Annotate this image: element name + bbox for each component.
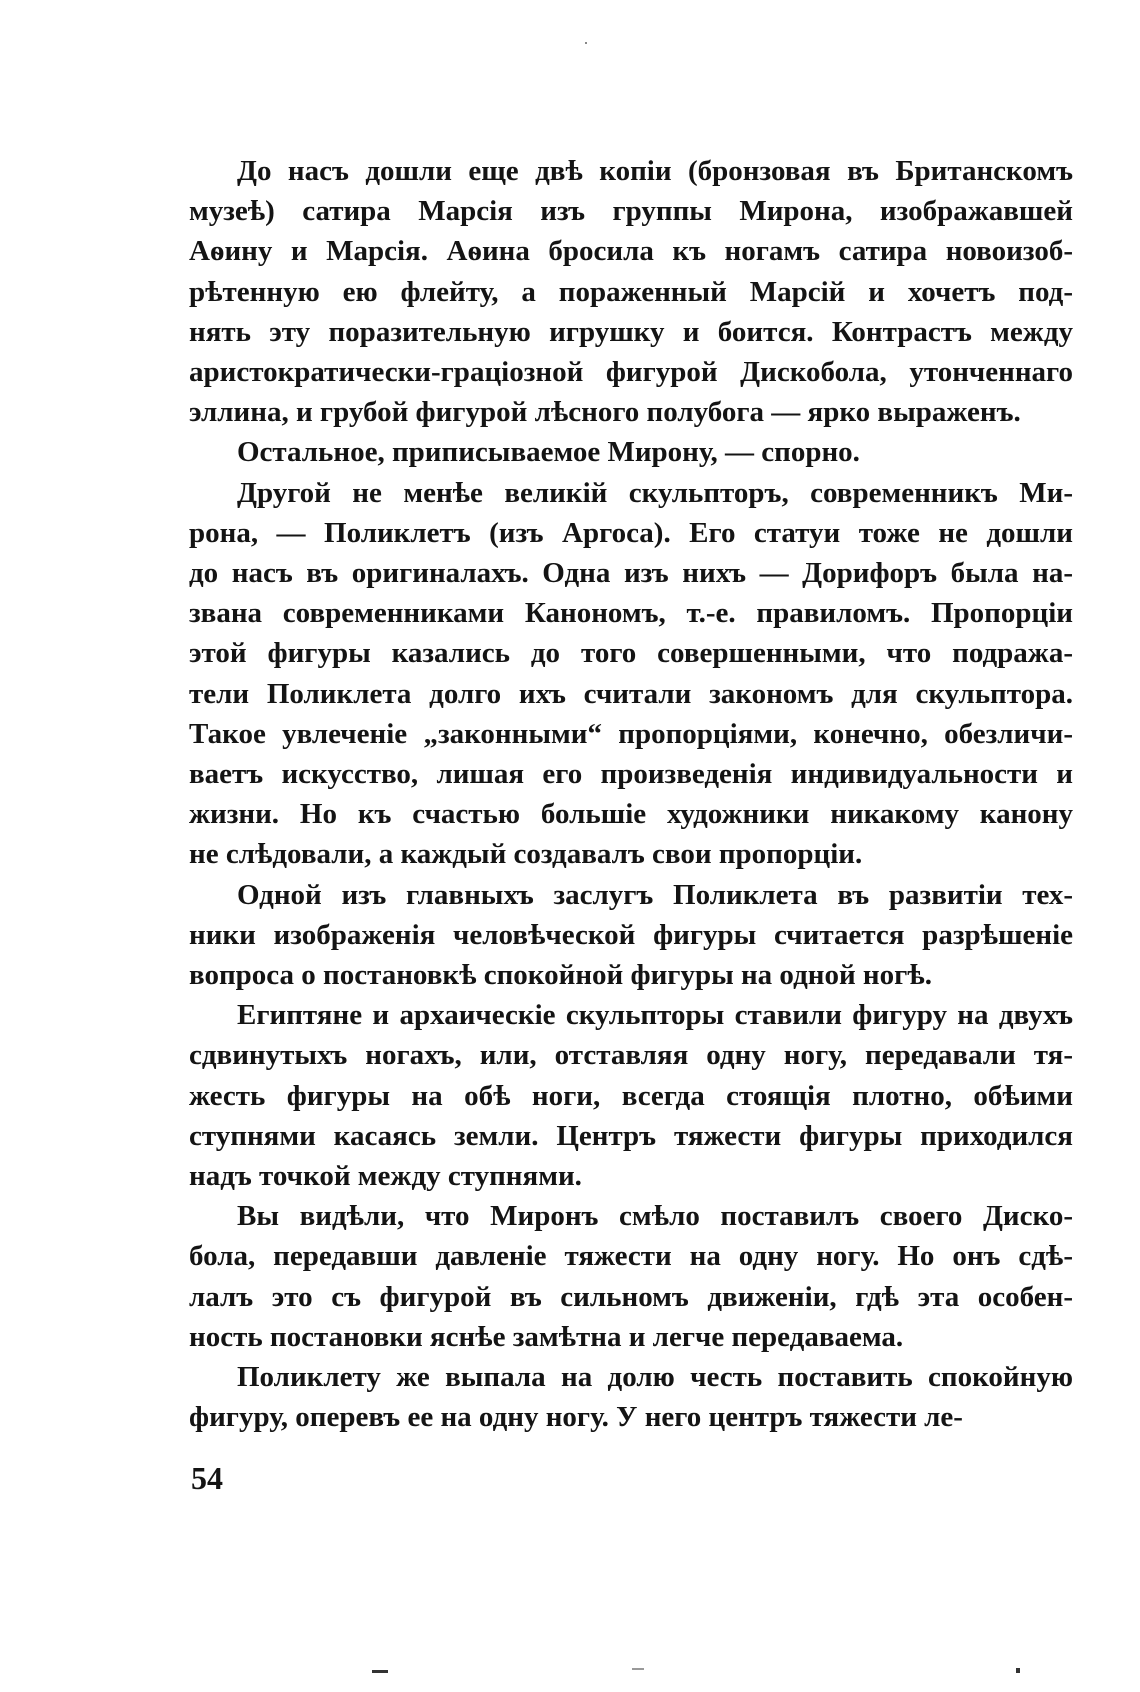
text-line: надъ точкой между ступнями.: [189, 1160, 582, 1193]
text-line: ваетъ искусство, лишая его произведенія индивидуальности и: [189, 758, 1073, 791]
scan-speck: [632, 1668, 644, 1670]
text-line: Вы видѣли, что Миронъ смѣло поставилъ своего Диско-: [237, 1200, 1073, 1233]
text-line: ники изображенія человѣческой фигуры считается разрѣшеніе: [189, 918, 1073, 951]
text-line: Такое увлеченіе „законными“ пропорціями, конечно, обезличи-: [189, 717, 1073, 750]
text-line: вопроса о постановкѣ спокойной фигуры на одной ногѣ.: [189, 959, 932, 992]
paragraph: [189, 995, 1073, 1196]
text-line: рона, — Поликлетъ (изъ Аргоса). Его статуи тоже не дошли: [189, 516, 1073, 549]
text-line: аристократически-граціозной фигурой Дискобола, утонченнаго: [189, 356, 1073, 389]
text-line: ность постановки яснѣе замѣтна и легче передаваема.: [189, 1320, 904, 1353]
text-line: музеѣ) сатира Марсія изъ группы Мирона, изображавшей: [189, 195, 1073, 228]
scan-speck: [585, 42, 587, 44]
text-line: Египтяне и архаическіе скульпторы ставили фигуру на двухъ: [237, 999, 1073, 1032]
text-line: звана современниками Канономъ, т.-е. правиломъ. Пропорціи: [189, 597, 1073, 630]
paragraph: [189, 432, 1073, 472]
scan-speck: [372, 1670, 388, 1673]
text-line: тели Поликлета долго ихъ считали закономъ для скульптора.: [189, 677, 1073, 710]
text-line: этой фигуры казались до того совершенными, что подража-: [189, 637, 1073, 670]
text-line: Аѳину и Марсія. Аѳина бросила къ ногамъ сатира новоизоб-: [189, 235, 1073, 268]
text-line: жесть фигуры на обѣ ноги, всегда стоящія плотно, обѣими: [189, 1079, 1073, 1112]
text-line: Другой не менѣе великій скульпторъ, современникъ Ми-: [237, 476, 1073, 509]
scan-speck: [1016, 1668, 1020, 1673]
text-line: фигуру, оперевъ ее на одну ногу. У него центръ тяжести ле-: [189, 1401, 963, 1434]
paragraph: [189, 1196, 1073, 1357]
text-line: Остальное, приписываемое Мирону, — спорно.: [237, 436, 860, 469]
text-line: Одной изъ главныхъ заслугъ Поликлета въ развитіи тех-: [237, 878, 1073, 911]
text-line: ступнями касаясь земли. Центръ тяжести фигуры приходился: [189, 1119, 1073, 1152]
text-line: бола, передавши давленіе тяжести на одну ногу. Но онъ сдѣ-: [189, 1240, 1073, 1273]
paragraph: [189, 1357, 1073, 1437]
text-line: лалъ это съ фигурой въ сильномъ движеніи, гдѣ эта особен-: [189, 1280, 1073, 1313]
text-line: не слѣдовали, а каждый создавалъ свои пропорціи.: [189, 838, 863, 871]
text-line: рѣтенную ею флейту, а пораженный Марсій и хочетъ под-: [189, 275, 1073, 308]
page-number: 54: [191, 1460, 223, 1496]
paragraph: [189, 151, 1073, 432]
text-line: до насъ въ оригиналахъ. Одна изъ нихъ — Дорифоръ была на-: [189, 557, 1073, 590]
body-text: [189, 151, 1073, 1438]
text-line: нять эту поразительную игрушку и боится. Контрастъ между: [189, 315, 1073, 348]
text-line: До насъ дошли еще двѣ копіи (бронзовая въ Британскомъ: [237, 155, 1073, 187]
text-line: жизни. Но къ счастью большіе художники никакому канону: [189, 798, 1073, 831]
paragraph: [189, 875, 1073, 996]
text-line: Поликлету же выпала на долю честь поставить спокойную: [237, 1361, 1073, 1394]
text-line: сдвинутыхъ ногахъ, или, отставляя одну ногу, передавали тя-: [189, 1039, 1073, 1072]
text-line: эллина, и грубой фигурой лѣсного полубога — ярко выраженъ.: [189, 396, 1021, 429]
paragraph: [189, 473, 1073, 875]
